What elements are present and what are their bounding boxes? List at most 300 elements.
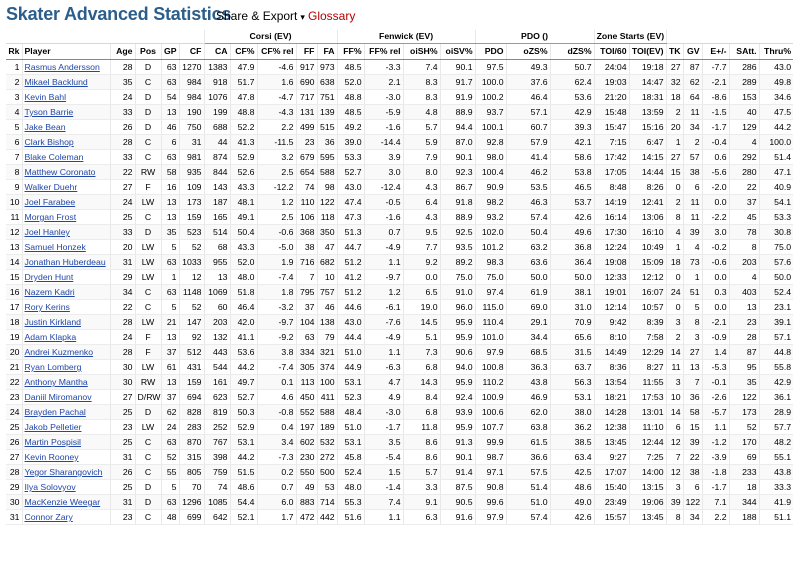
cell-oish: 7.9 <box>403 150 440 165</box>
column-header-ff-rel[interactable]: FF% rel <box>364 44 403 60</box>
page-title: Skater Advanced Statistics <box>6 4 232 24</box>
cell-ff: 44.4 <box>337 330 364 345</box>
player-cell[interactable] <box>22 330 110 345</box>
column-header-cf[interactable]: CF <box>179 44 204 60</box>
player-link[interactable]: Andrei Kuzmenko <box>24 347 94 357</box>
player-link[interactable]: Walker Duehr <box>24 182 78 192</box>
cell-pos: C <box>135 135 161 150</box>
cell-rk: 19 <box>6 330 22 345</box>
cell-oisv: 91.9 <box>440 90 475 105</box>
player-cell[interactable] <box>22 75 110 90</box>
cell-pdo: 102.0 <box>475 225 506 240</box>
cell-satt: 37 <box>729 195 759 210</box>
cell-fa: 588 <box>317 165 337 180</box>
player-cell[interactable] <box>22 465 110 480</box>
player-cell[interactable] <box>22 420 110 435</box>
cell-ca: 398 <box>204 450 230 465</box>
cell-pos: D <box>135 120 161 135</box>
cell-toi-60: 8:10 <box>594 330 629 345</box>
cell-gp: 55 <box>161 465 179 480</box>
column-header-cf[interactable]: CF% <box>230 44 257 60</box>
cell-cf: 52.6 <box>230 165 257 180</box>
player-cell[interactable] <box>22 90 110 105</box>
cell-ca: 955 <box>204 255 230 270</box>
cell-toi-60: 17:07 <box>594 465 629 480</box>
cell-fa: 100 <box>317 375 337 390</box>
cell-toi-ev: 13:06 <box>629 210 666 225</box>
cell-pdo: 97.1 <box>475 465 506 480</box>
cell-age: 33 <box>110 105 135 120</box>
cell-ozs: 37.6 <box>506 75 550 90</box>
cell-dzs: 50.0 <box>550 270 594 285</box>
column-group-0 <box>6 30 204 44</box>
cell-ozs: 57.1 <box>506 105 550 120</box>
cell-dzs: 58.6 <box>550 150 594 165</box>
player-link[interactable]: Jake Bean <box>24 122 66 132</box>
table-row <box>6 495 793 510</box>
cell-satt: 403 <box>729 285 759 300</box>
cell-oish: 6.8 <box>403 405 440 420</box>
column-header-tk[interactable]: TK <box>666 44 683 60</box>
player-link[interactable]: Joel Hanley <box>24 227 70 237</box>
cell-tk: 3 <box>666 375 683 390</box>
cell-e: -2.0 <box>702 180 729 195</box>
cell-ff: 552 <box>296 405 317 420</box>
column-group-3: PDO () <box>475 30 594 44</box>
player-cell[interactable] <box>22 480 110 495</box>
cell-tk: 18 <box>666 255 683 270</box>
glossary-link[interactable]: Glossary <box>308 9 356 23</box>
cell-toi-ev: 16:10 <box>629 225 666 240</box>
player-link[interactable]: Martin Pospisil <box>24 437 81 447</box>
player-cell[interactable] <box>22 510 110 525</box>
cell-pdo: 75.0 <box>475 270 506 285</box>
chevron-down-icon: ▾ <box>300 12 305 22</box>
cell-pos: F <box>135 345 161 360</box>
cell-dzs: 53.6 <box>550 90 594 105</box>
column-header-ca[interactable]: CA <box>204 44 230 60</box>
cell-ff: 717 <box>296 90 317 105</box>
cell-cf-rel: 4.6 <box>257 390 296 405</box>
cell-toi-60: 19:01 <box>594 285 629 300</box>
cell-gp: 63 <box>161 285 179 300</box>
cell-ff: 368 <box>296 225 317 240</box>
table-row <box>6 345 793 360</box>
cell-gp: 63 <box>161 495 179 510</box>
cell-age: 26 <box>110 120 135 135</box>
cell-gp: 63 <box>161 75 179 90</box>
column-header-pos[interactable]: Pos <box>135 44 161 60</box>
cell-satt: 40 <box>729 105 759 120</box>
cell-toi-ev: 12:41 <box>629 195 666 210</box>
column-header-age[interactable]: Age <box>110 44 135 60</box>
cell-cf: 512 <box>179 345 204 360</box>
column-header-gv[interactable]: GV <box>683 44 702 60</box>
cell-dzs: 49.0 <box>550 495 594 510</box>
cell-oisv: 88.9 <box>440 210 475 225</box>
cell-tk: 3 <box>666 480 683 495</box>
cell-pos: D <box>135 90 161 105</box>
cell-e: -0.1 <box>702 375 729 390</box>
player-cell[interactable] <box>22 105 110 120</box>
cell-fa: 751 <box>317 90 337 105</box>
cell-gp: 5 <box>161 240 179 255</box>
player-cell[interactable] <box>22 315 110 330</box>
cell-cf: 49.1 <box>230 210 257 225</box>
cell-oisv: 90.6 <box>440 345 475 360</box>
column-header-toi-ev[interactable]: TOI(EV) <box>629 44 666 60</box>
cell-pos: D/RW <box>135 390 161 405</box>
cell-cf: 31 <box>179 135 204 150</box>
cell-gp: 13 <box>161 105 179 120</box>
cell-toi-ev: 13:15 <box>629 480 666 495</box>
cell-satt: 95 <box>729 360 759 375</box>
cell-ff-rel: -1.6 <box>364 120 403 135</box>
cell-toi-60: 16:14 <box>594 210 629 225</box>
cell-dzs: 70.9 <box>550 315 594 330</box>
cell-dzs: 31.0 <box>550 300 594 315</box>
column-header-cf-rel[interactable]: CF% rel <box>257 44 296 60</box>
cell-cf: 431 <box>179 360 204 375</box>
cell-ozs: 41.4 <box>506 150 550 165</box>
player-link[interactable]: Clark Bishop <box>24 137 74 147</box>
cell-ff: 305 <box>296 360 317 375</box>
cell-cf: 52.7 <box>230 390 257 405</box>
cell-tk: 12 <box>666 465 683 480</box>
cell-gp: 63 <box>161 435 179 450</box>
player-link[interactable]: Dryden Hunt <box>24 272 74 282</box>
cell-oisv: 90.1 <box>440 60 475 75</box>
player-link[interactable]: Morgan Frost <box>24 212 77 222</box>
player-cell[interactable] <box>22 255 110 270</box>
cell-toi-60: 23:49 <box>594 495 629 510</box>
cell-ff: 44.7 <box>337 240 364 255</box>
player-cell[interactable] <box>22 165 110 180</box>
column-header-satt[interactable]: SAtt. <box>729 44 759 60</box>
cell-pdo: 100.1 <box>475 120 506 135</box>
cell-ff: 197 <box>296 420 317 435</box>
cell-age: 28 <box>110 60 135 75</box>
cell-pdo: 99.9 <box>475 435 506 450</box>
player-link[interactable]: Joel Farabee <box>24 197 76 207</box>
table-row <box>6 450 793 465</box>
cell-satt: 13 <box>729 300 759 315</box>
cell-fa: 515 <box>317 120 337 135</box>
cell-ozs: 69.0 <box>506 300 550 315</box>
player-cell[interactable] <box>22 150 110 165</box>
cell-cf-rel: 1.8 <box>257 285 296 300</box>
skater-stats-table <box>6 30 793 525</box>
cell-thru: 30.8 <box>759 225 793 240</box>
cell-gp: 37 <box>161 345 179 360</box>
cell-ff-rel: -6.3 <box>364 360 403 375</box>
player-link[interactable]: Kevin Bahl <box>24 92 67 102</box>
cell-ff: 47.3 <box>337 210 364 225</box>
player-cell[interactable] <box>22 225 110 240</box>
cell-gp: 58 <box>161 165 179 180</box>
cell-oisv: 75.0 <box>440 270 475 285</box>
player-cell[interactable] <box>22 450 110 465</box>
player-link[interactable]: Brayden Pachal <box>24 407 86 417</box>
cell-ozs: 51.0 <box>506 495 550 510</box>
column-header-pdo[interactable]: PDO <box>475 44 506 60</box>
player-cell[interactable] <box>22 360 110 375</box>
cell-ff: 53.1 <box>337 435 364 450</box>
cell-ca: 1383 <box>204 60 230 75</box>
cell-age: 31 <box>110 255 135 270</box>
cell-dzs: 39.3 <box>550 120 594 135</box>
cell-fa: 714 <box>317 495 337 510</box>
cell-cf-rel: -3.2 <box>257 300 296 315</box>
player-cell[interactable] <box>22 135 110 150</box>
cell-thru: 47.5 <box>759 105 793 120</box>
player-link[interactable]: Adam Klapka <box>24 332 77 342</box>
cell-e: -1.7 <box>702 120 729 135</box>
cell-thru: 55.1 <box>759 450 793 465</box>
share-export-dropdown[interactable] <box>216 9 305 23</box>
cell-gv: 39 <box>683 435 702 450</box>
player-link[interactable]: Jakob Pelletier <box>24 422 82 432</box>
cell-oish: 19.0 <box>403 300 440 315</box>
cell-ff: 53.3 <box>337 150 364 165</box>
column-header-oish[interactable]: oiSH% <box>403 44 440 60</box>
cell-cf: 805 <box>179 465 204 480</box>
cell-ca: 161 <box>204 375 230 390</box>
cell-ff: 43.0 <box>337 315 364 330</box>
cell-age: 35 <box>110 75 135 90</box>
cell-dzs: 46.5 <box>550 180 594 195</box>
cell-cf-rel: -7.4 <box>257 360 296 375</box>
cell-ff: 41.2 <box>337 270 364 285</box>
cell-e: -0.4 <box>702 135 729 150</box>
cell-gp: 16 <box>161 180 179 195</box>
cell-cf: 315 <box>179 450 204 465</box>
cell-thru: 41.9 <box>759 495 793 510</box>
column-header-oisv[interactable]: oiSV% <box>440 44 475 60</box>
cell-tk: 3 <box>666 315 683 330</box>
cell-rk: 20 <box>6 345 22 360</box>
cell-age: 28 <box>110 315 135 330</box>
cell-e: -2.6 <box>702 390 729 405</box>
cell-dzs: 50.7 <box>550 60 594 75</box>
cell-age: 26 <box>110 465 135 480</box>
cell-ozs: 63.8 <box>506 420 550 435</box>
cell-age: 31 <box>110 450 135 465</box>
cell-satt: 8 <box>729 240 759 255</box>
cell-e: -1.5 <box>702 105 729 120</box>
cell-toi-60: 17:42 <box>594 150 629 165</box>
column-header-ozs[interactable]: oZS% <box>506 44 550 60</box>
cell-rk: 27 <box>6 450 22 465</box>
column-header-toi-60[interactable]: TOI/60 <box>594 44 629 60</box>
column-group-2: Fenwick (EV) <box>337 30 475 44</box>
cell-oisv: 86.7 <box>440 180 475 195</box>
player-cell[interactable] <box>22 495 110 510</box>
player-cell[interactable] <box>22 270 110 285</box>
cell-cf: 52 <box>179 240 204 255</box>
cell-ff: 49.2 <box>337 120 364 135</box>
column-group-header <box>6 30 793 44</box>
cell-cf: 159 <box>179 375 204 390</box>
player-link[interactable]: Daniil Miromanov <box>24 392 92 402</box>
cell-gv: 87 <box>683 60 702 75</box>
column-header-player[interactable]: Player <box>22 44 110 60</box>
cell-toi-ev: 16:07 <box>629 285 666 300</box>
cell-oisv: 95.9 <box>440 330 475 345</box>
cell-satt: 188 <box>729 510 759 525</box>
player-link[interactable]: Matthew Coronato <box>24 167 96 177</box>
cell-ozs: 46.4 <box>506 90 550 105</box>
player-link[interactable]: Anthony Mantha <box>24 377 88 387</box>
player-link[interactable]: MacKenzie Weegar <box>24 497 101 507</box>
cell-pos: LW <box>135 255 161 270</box>
cell-fa: 757 <box>317 285 337 300</box>
player-link[interactable]: Rasmus Andersson <box>24 62 100 72</box>
cell-cf: 43.3 <box>230 180 257 195</box>
cell-pdo: 97.4 <box>475 285 506 300</box>
cell-thru: 52.4 <box>759 285 793 300</box>
cell-gp: 24 <box>161 420 179 435</box>
cell-ozs: 61.9 <box>506 285 550 300</box>
column-header-e[interactable]: E+/- <box>702 44 729 60</box>
cell-age: 33 <box>110 225 135 240</box>
table-row <box>6 120 793 135</box>
player-cell[interactable] <box>22 405 110 420</box>
cell-oisv: 96.0 <box>440 300 475 315</box>
player-cell[interactable] <box>22 390 110 405</box>
player-link[interactable]: Connor Zary <box>24 512 73 522</box>
column-header-dzs[interactable]: dZS% <box>550 44 594 60</box>
player-cell[interactable] <box>22 210 110 225</box>
cell-gv: 38 <box>683 465 702 480</box>
cell-ff: 131 <box>296 105 317 120</box>
table-row <box>6 375 793 390</box>
player-link[interactable]: Jonathan Huberdeau <box>24 257 106 267</box>
cell-thru: 28.9 <box>759 405 793 420</box>
player-link[interactable]: Tyson Barrie <box>24 107 74 117</box>
cell-pos: D <box>135 405 161 420</box>
player-link[interactable]: Ilya Solovyov <box>24 482 76 492</box>
cell-pdo: 98.2 <box>475 195 506 210</box>
cell-toi-60: 13:45 <box>594 435 629 450</box>
table-row <box>6 225 793 240</box>
cell-rk: 13 <box>6 240 22 255</box>
player-cell[interactable] <box>22 435 110 450</box>
player-cell[interactable] <box>22 300 110 315</box>
table-row <box>6 75 793 90</box>
cell-tk: 2 <box>666 105 683 120</box>
cell-age: 28 <box>110 135 135 150</box>
cell-cf-rel: -11.5 <box>257 135 296 150</box>
player-link[interactable]: Kevin Rooney <box>24 452 79 462</box>
cell-fa: 973 <box>317 60 337 75</box>
player-cell[interactable] <box>22 345 110 360</box>
column-header-fa[interactable]: FA <box>317 44 337 60</box>
cell-age: 24 <box>110 90 135 105</box>
cell-toi-ev: 19:18 <box>629 60 666 75</box>
cell-gp: 6 <box>161 135 179 150</box>
column-header-rk[interactable]: Rk <box>6 44 22 60</box>
cell-toi-60: 7:15 <box>594 135 629 150</box>
cell-cf: 44.2 <box>230 360 257 375</box>
cell-rk: 21 <box>6 360 22 375</box>
cell-toi-60: 15:57 <box>594 510 629 525</box>
cell-age: 30 <box>110 375 135 390</box>
cell-age: 24 <box>110 330 135 345</box>
cell-rk: 9 <box>6 180 22 195</box>
cell-toi-ev: 10:49 <box>629 240 666 255</box>
cell-thru: 53.3 <box>759 210 793 225</box>
cell-tk: 14 <box>666 405 683 420</box>
cell-thru: 100.0 <box>759 135 793 150</box>
cell-ff: 48.8 <box>337 90 364 105</box>
cell-gp: 52 <box>161 450 179 465</box>
player-cell[interactable] <box>22 120 110 135</box>
player-link[interactable]: Rory Kerins <box>24 302 70 312</box>
cell-oisv: 90.5 <box>440 495 475 510</box>
column-header-ff[interactable]: FF% <box>337 44 364 60</box>
cell-toi-ev: 13:01 <box>629 405 666 420</box>
cell-cf: 48.8 <box>230 105 257 120</box>
cell-cf: 51.5 <box>230 465 257 480</box>
cell-ff-rel: 1.5 <box>364 465 403 480</box>
cell-thru: 43.0 <box>759 60 793 75</box>
player-link[interactable]: Nazem Kadri <box>24 287 75 297</box>
player-link[interactable]: Yegor Sharangovich <box>24 467 103 477</box>
column-header-ff[interactable]: FF <box>296 44 317 60</box>
cell-pdo: 90.9 <box>475 180 506 195</box>
cell-ff: 499 <box>296 120 317 135</box>
column-header-row <box>6 44 793 60</box>
cell-oisv: 89.2 <box>440 255 475 270</box>
cell-dzs: 53.8 <box>550 165 594 180</box>
player-cell[interactable] <box>22 195 110 210</box>
column-header-thru[interactable]: Thru% <box>759 44 793 60</box>
cell-toi-60: 12:38 <box>594 420 629 435</box>
cell-dzs: 49.6 <box>550 225 594 240</box>
cell-cf: 54.4 <box>230 495 257 510</box>
player-link[interactable]: Ryan Lomberg <box>24 362 82 372</box>
cell-fa: 79 <box>317 330 337 345</box>
table-row <box>6 480 793 495</box>
cell-gp: 63 <box>161 60 179 75</box>
column-header-gp[interactable]: GP <box>161 44 179 60</box>
player-link[interactable]: Mikael Backlund <box>24 77 88 87</box>
player-cell[interactable] <box>22 375 110 390</box>
player-link[interactable]: Justin Kirkland <box>24 317 81 327</box>
cell-satt: 4 <box>729 135 759 150</box>
cell-oisv: 95.9 <box>440 375 475 390</box>
cell-ozs: 36.3 <box>506 360 550 375</box>
cell-dzs: 42.1 <box>550 135 594 150</box>
cell-oisv: 87.5 <box>440 480 475 495</box>
player-link[interactable]: Samuel Honzek <box>24 242 86 252</box>
cell-ca: 187 <box>204 195 230 210</box>
cell-ff: 39.0 <box>337 135 364 150</box>
cell-cf: 1033 <box>179 255 204 270</box>
player-cell[interactable] <box>22 285 110 300</box>
player-cell[interactable] <box>22 180 110 195</box>
player-cell[interactable] <box>22 60 110 75</box>
cell-gp: 1 <box>161 270 179 285</box>
player-cell[interactable] <box>22 240 110 255</box>
cell-pdo: 97.9 <box>475 510 506 525</box>
cell-ozs: 57.9 <box>506 135 550 150</box>
cell-cf: 699 <box>179 510 204 525</box>
cell-toi-60: 9:27 <box>594 450 629 465</box>
cell-cf: 1270 <box>179 60 204 75</box>
player-link[interactable]: Blake Coleman <box>24 152 84 162</box>
